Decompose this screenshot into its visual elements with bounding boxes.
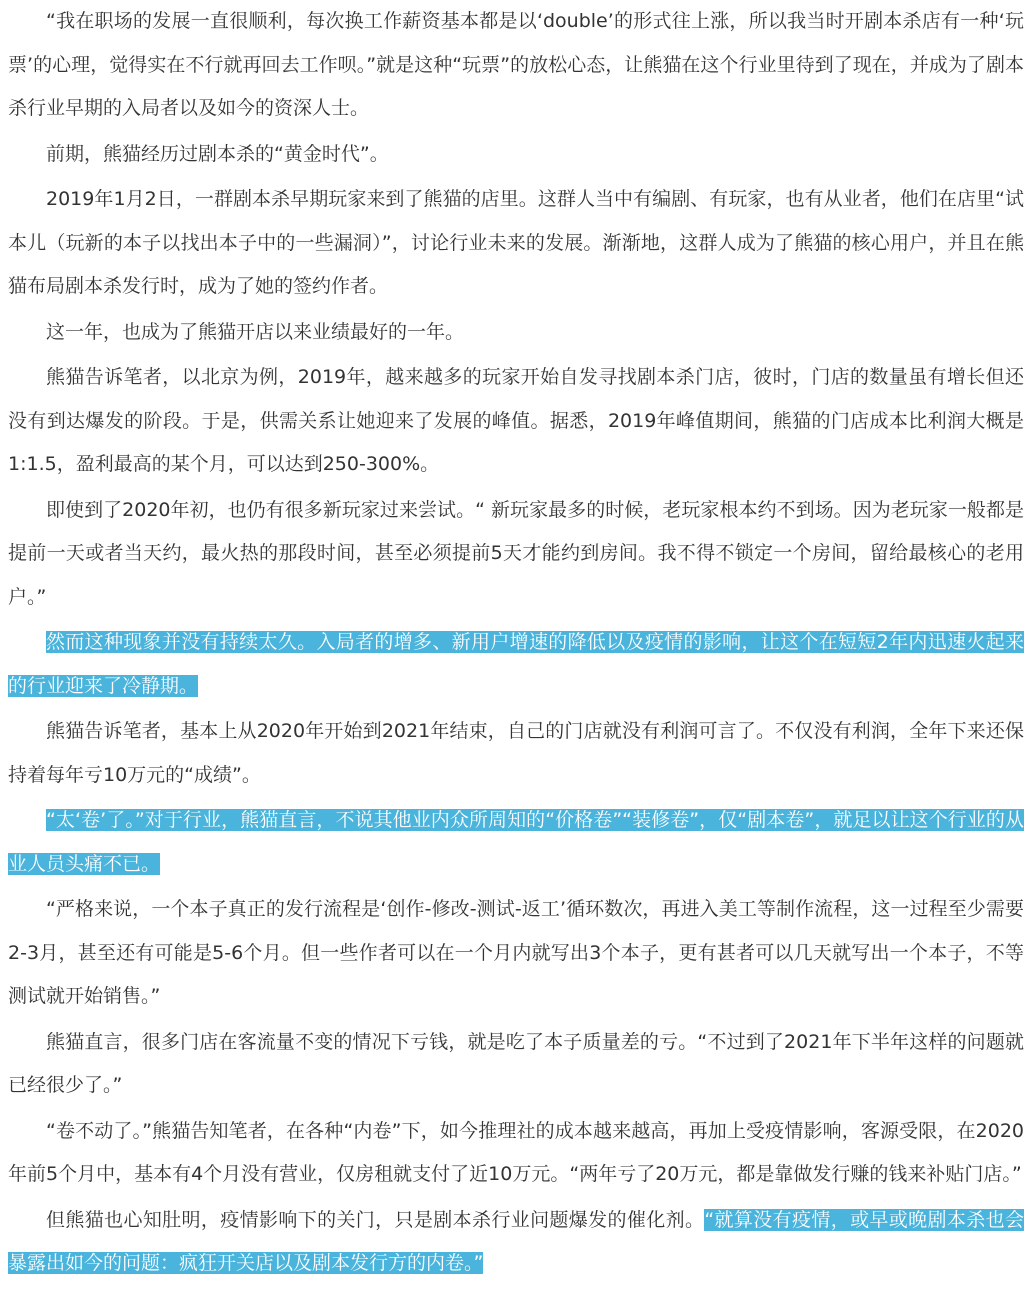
paragraph-9-highlighted xyxy=(8,799,1024,886)
highlighted-text: “就算没有疫情，或早或晚剧本杀也会暴露出如今的问题：疯狂开关店以及剧本发行方的内卷。” xyxy=(8,1208,1024,1274)
paragraph-12 xyxy=(8,1110,1024,1197)
paragraph-3 xyxy=(8,178,1024,309)
paragraph-8 xyxy=(8,710,1024,797)
paragraph-5 xyxy=(8,356,1024,487)
paragraph-text: “卷不动了。”熊猫告知笔者，在各种“内卷”下，如今推理社的成本越来越高，再加上受疫情影响，客源受限，在2020年前5个月中，基本有4个月没有营业，仅房租就支付了近10万元。“两年亏了20万元，都是靠做发行赚的钱来补贴门店。” xyxy=(8,1119,1024,1185)
paragraph-text: 前期，熊猫经历过剧本杀的“黄金时代”。 xyxy=(46,142,389,165)
paragraph-text: 这一年，也成为了熊猫开店以来业绩最好的一年。 xyxy=(46,320,465,343)
paragraph-text: 即使到了2020年初，也仍有很多新玩家过来尝试。“ 新玩家最多的时候，老玩家根本约不到场。因为老玩家一般都是提前一天或者当天约，最火热的那段时间，甚至必须提前5天才能约到房间。我不得不锁定一个房间，留给最核心的老用户。” xyxy=(8,498,1024,608)
paragraph-text: “严格来说，一个本子真正的发行流程是‘创作-修改-测试-返工’循环数次，再进入美工等制作流程，这一过程至少需要2-3月，甚至还有可能是5-6个月。但一些作者可以在一个月内就写出3个本子，更有甚者可以几天就写出一个本子，不等测试就开始销售。” xyxy=(8,898,1024,1007)
paragraph-text: 但熊猫也心知肚明，疫情影响下的关门，只是剧本杀行业问题爆发的催化剂。 xyxy=(46,1208,705,1231)
highlighted-text: “太‘卷’了。”对于行业，熊猫直言，不说其他业内众所周知的“价格卷”“装修卷”，仅“剧本卷”，就足以让这个行业的从业人员头痛不已。 xyxy=(8,809,1024,875)
paragraph-1 xyxy=(8,0,1024,131)
paragraph-11 xyxy=(8,1021,1024,1108)
paragraph-13 xyxy=(8,1199,1024,1286)
article-body xyxy=(8,0,1024,1286)
paragraph-text: 2019年1月2日，一群剧本杀早期玩家来到了熊猫的店里。这群人当中有编剧、有玩家，也有从业者，他们在店里“试本儿（玩新的本子以找出本子中的一些漏洞）”，讨论行业未来的发展。渐渐地，这群人成为了熊猫的核心用户，并且在熊猫布局剧本杀发行时，成为了她的签约作者。 xyxy=(8,188,1024,297)
paragraph-7-highlighted xyxy=(8,621,1024,708)
highlighted-text: 然而这种现象并没有持续太久。入局者的增多、新用户增速的降低以及疫情的影响，让这个在短短2年内迅速火起来的行业迎来了冷静期。 xyxy=(8,631,1024,697)
paragraph-6 xyxy=(8,489,1024,620)
paragraph-10 xyxy=(8,888,1024,1019)
paragraph-4 xyxy=(8,311,1024,355)
paragraph-2 xyxy=(8,133,1024,177)
paragraph-text: 熊猫告诉笔者，基本上从2020年开始到2021年结束，自己的门店就没有利润可言了。不仅没有利润，全年下来还保持着每年亏10万元的“成绩”。 xyxy=(8,720,1024,786)
paragraph-text: 熊猫直言，很多门店在客流量不变的情况下亏钱，就是吃了本子质量差的亏。“不过到了2021年下半年这样的问题就已经很少了。” xyxy=(8,1030,1024,1096)
paragraph-text: “我在职场的发展一直很顺利，每次换工作薪资基本都是以‘double’的形式往上涨，所以我当时开剧本杀店有一种‘玩票’的心理，觉得实在不行就再回去工作呗。”就是这种“玩票”的放松心态，让熊猫在这个行业里待到了现在，并成为了剧本杀行业早期的入局者以及如今的资深人士。 xyxy=(8,10,1024,119)
paragraph-text: 熊猫告诉笔者，以北京为例，2019年，越来越多的玩家开始自发寻找剧本杀门店，彼时，门店的数量虽有增长但还没有到达爆发的阶段。于是，供需关系让她迎来了发展的峰值。据悉，2019年峰值期间，熊猫的门店成本比利润大概是1:1.5，盈利最高的某个月，可以达到250-300%。 xyxy=(8,366,1024,475)
